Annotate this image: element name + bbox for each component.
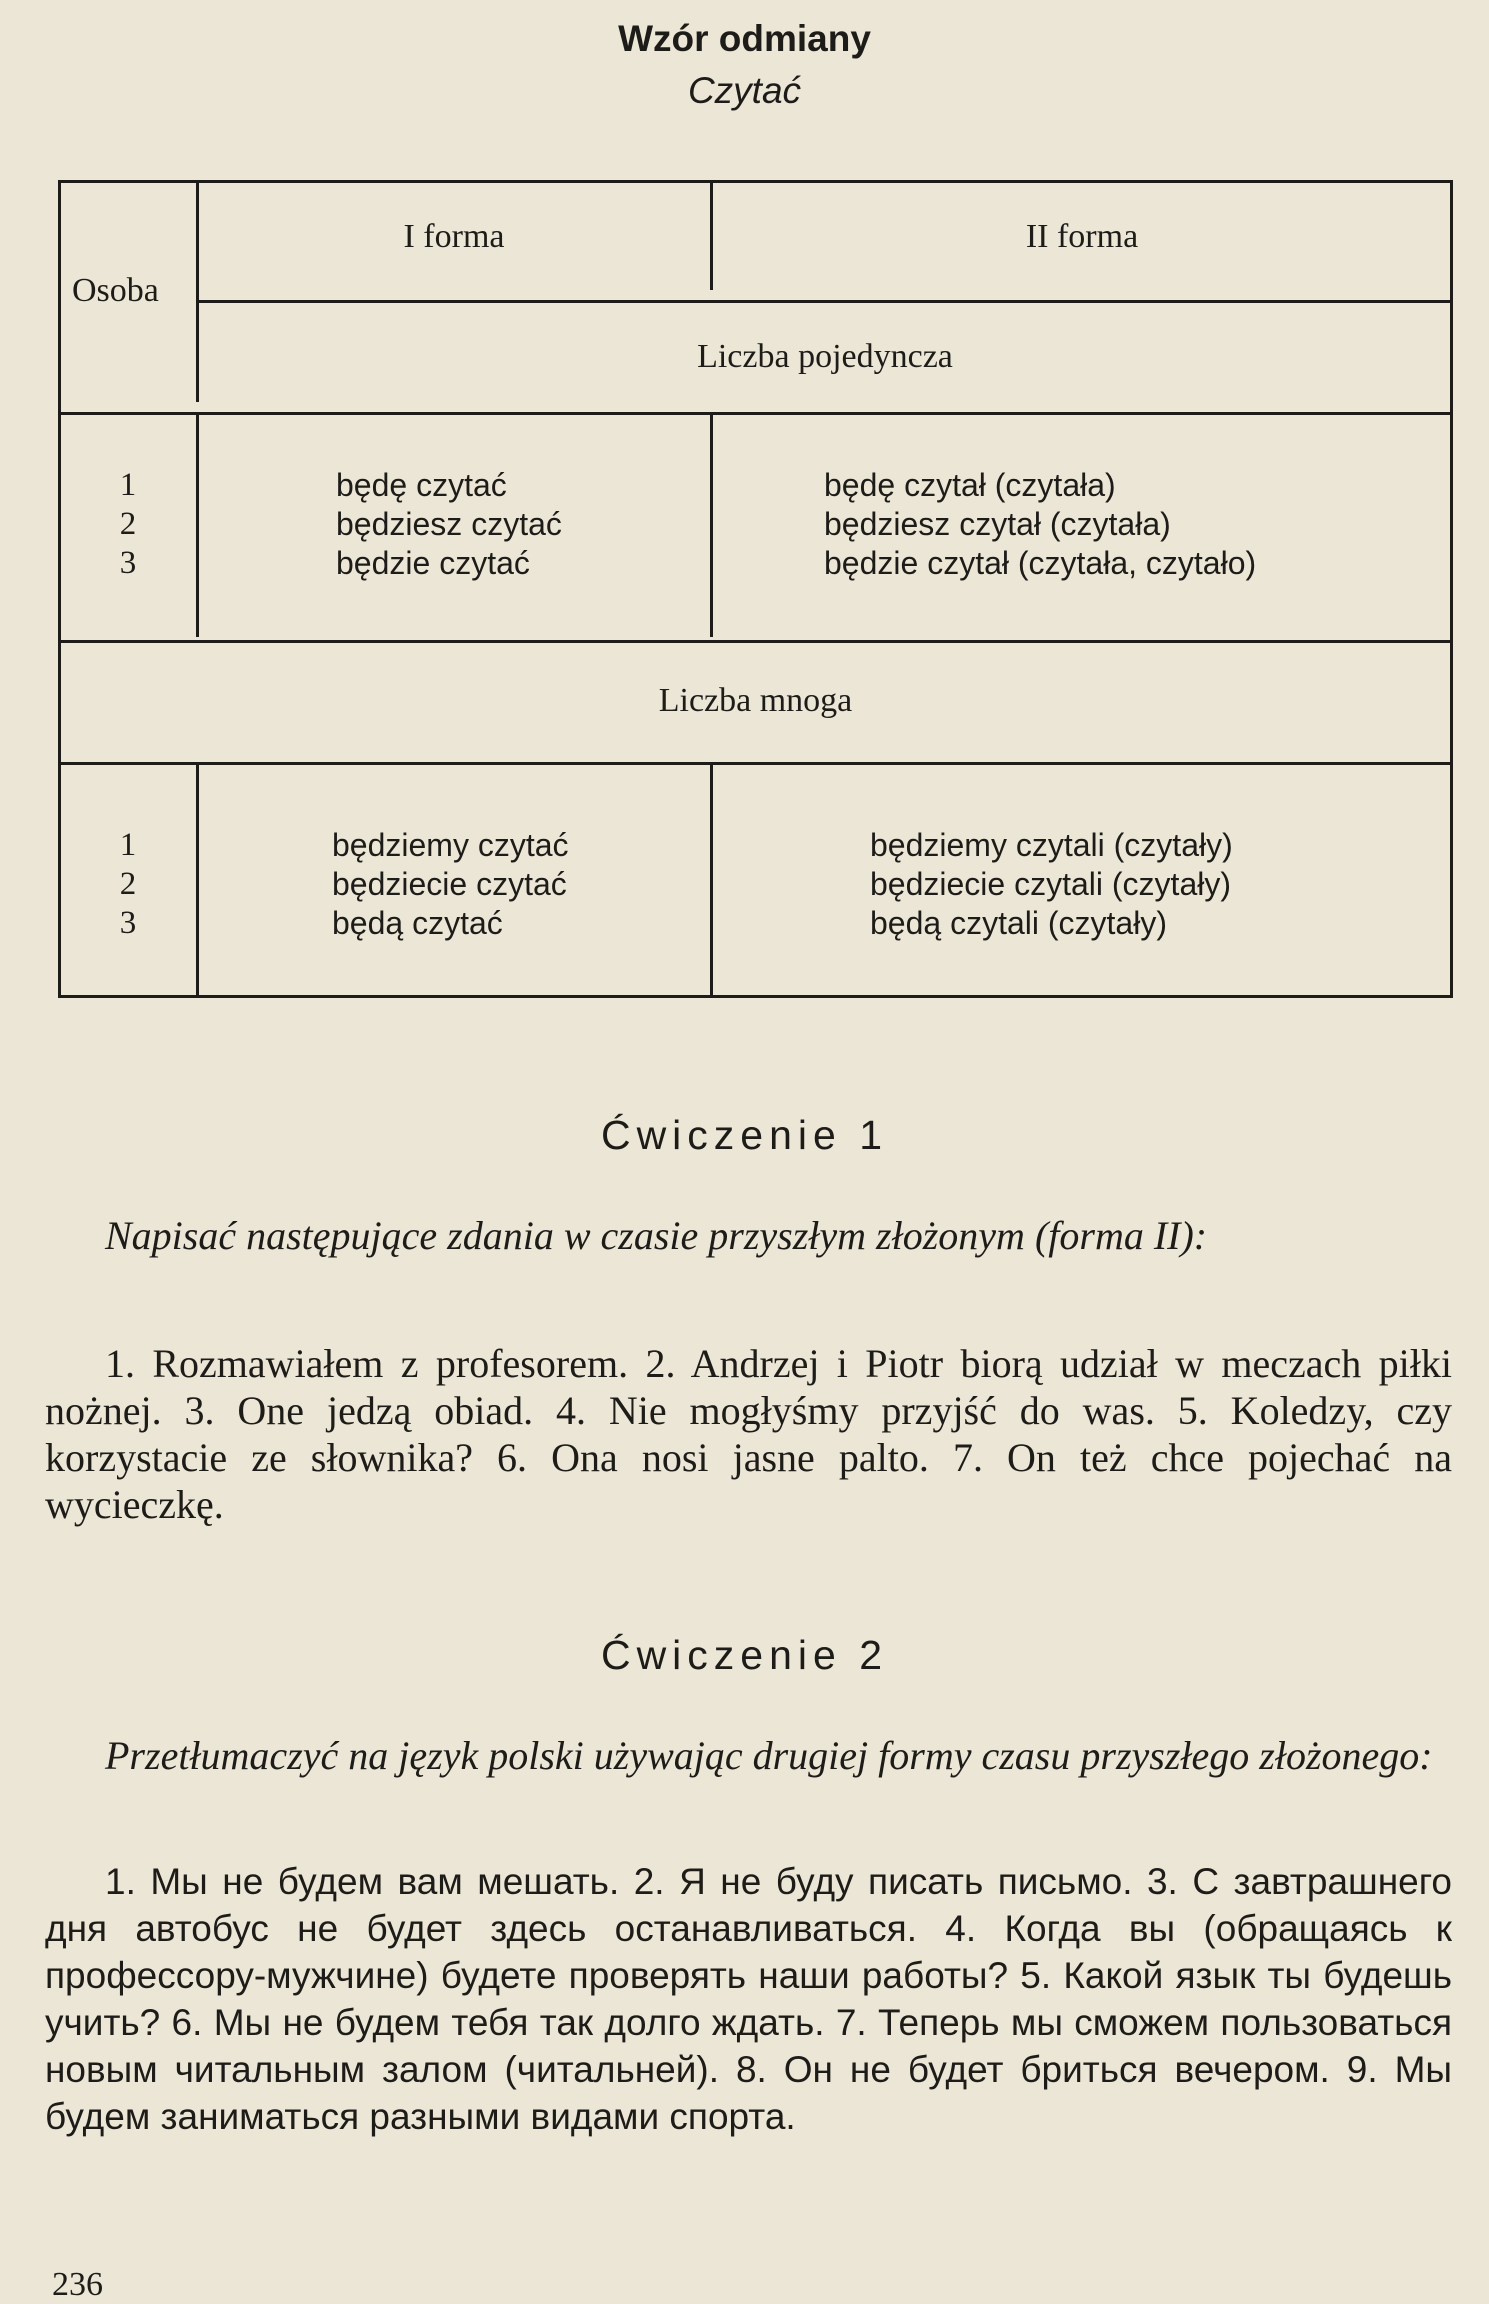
plural-form1-2: będziecie czytać (332, 866, 567, 902)
table-divider-person-singular (196, 412, 199, 637)
singular-person-column (98, 466, 158, 583)
singular-form2-2: będziesz czytał (czytała) (824, 506, 1171, 542)
singular-form1-2: będziesz czytać (336, 506, 562, 542)
table-border-left (58, 180, 61, 998)
exercise-1-instruction: Napisać następujące zdania w czasie przyszłym złożonym (forma II): (105, 1213, 1208, 1258)
table-divider-form-singular (710, 412, 713, 637)
exercise-2-instruction: Przetłumaczyć na język polski używając drugiej formy czasu przyszłego złożonego: (105, 1733, 1433, 1778)
table-divider-person-top (196, 180, 199, 402)
header-form1: I forma (403, 218, 505, 255)
table-rule-mid (58, 640, 1453, 643)
page-title: Wzór odmiany (618, 18, 871, 59)
singular-form1-column (336, 466, 562, 583)
plural-form2-column (870, 826, 1233, 943)
exercise-1-title: Ćwiczenie 1 (600, 1112, 889, 1158)
table-divider-form-header (710, 180, 713, 290)
plural-person-1: 1 (119, 827, 137, 863)
table-rule-bottom (58, 995, 1453, 998)
plural-form1-1: będziemy czytać (332, 827, 569, 863)
table-rule-singular (58, 412, 1453, 415)
singular-form1-1: będę czytać (336, 467, 507, 503)
plural-form2-1: będziemy czytali (czytały) (870, 827, 1233, 863)
singular-form2-3: będzie czytał (czytała, czytało) (824, 545, 1257, 581)
header-form2: II forma (1025, 218, 1139, 255)
singular-form1-3: będzie czytać (336, 545, 530, 581)
table-rule-plural (58, 762, 1453, 765)
singular-person-3: 3 (119, 545, 137, 581)
plural-person-column (98, 826, 158, 943)
exercise-2-title: Ćwiczenie 2 (600, 1632, 889, 1678)
table-border-right (1450, 180, 1453, 998)
table-rule-top (58, 180, 1453, 183)
plural-form2-2: będziecie czytali (czytały) (870, 866, 1231, 902)
singular-form2-1: będę czytał (czytała) (824, 467, 1116, 503)
singular-person-2: 2 (119, 506, 137, 542)
header-person: Osoba (72, 272, 159, 309)
exercise-2-text: 1. Мы не будем вам мешать. 2. Я не буду писать письмо. 3. С завтрашнего дня автобус не будет здесь останавливаться. 4. Когда вы (обращаясь к профессору-мужчине) будете проверять наши работы? 5. Какой язык ты будешь учить? 6. Мы не будем тебя так долго ждать. 7. Теперь мы сможем пользоваться новым читальным залом (читальней). 8. Он не будет бриться вечером. 9. Мы будем заниматься разными видами спорта. (45, 1861, 1452, 2137)
singular-person-1: 1 (119, 467, 137, 503)
table-rule-header (198, 300, 1453, 303)
table-divider-person-plural (196, 762, 199, 995)
plural-form2-3: będą czytali (czytały) (870, 905, 1167, 941)
exercise-1-text: 1. Rozmawiałem z profesorem. 2. Andrzej i Piotr biorą udział w meczach piłki nożnej. 3. One jedzą obiad. 4. Nie mogłyśmy przyjść do was. 5. Koledzy, czy korzystacie ze słownika? 6. Ona nosi jasne palto. 7. On też chce pojechać na wycieczkę. (45, 1341, 1452, 1527)
plural-person-3: 3 (119, 905, 137, 941)
page-number: 236 (52, 2266, 103, 2303)
singular-label: Liczba pojedyncza (697, 338, 953, 375)
plural-label: Liczba mnoga (658, 682, 853, 719)
plural-form1-column (332, 826, 569, 943)
table-divider-form-plural (710, 762, 713, 995)
plural-person-2: 2 (119, 866, 137, 902)
plural-form1-3: będą czytać (332, 905, 503, 941)
page-subtitle: Czytać (687, 70, 802, 111)
singular-form2-column (824, 466, 1256, 583)
